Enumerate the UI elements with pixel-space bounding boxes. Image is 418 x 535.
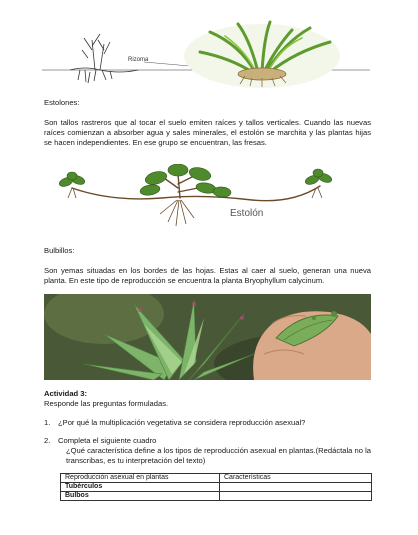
estolon-label: Estolón xyxy=(230,208,264,219)
activity-subtitle: Responde las preguntas formuladas. xyxy=(44,399,169,408)
rizoma-label: Rizoma xyxy=(128,57,149,63)
table-header-row xyxy=(61,474,372,483)
table-cell: Tubérculos xyxy=(61,483,220,492)
question-number: 1. xyxy=(44,418,51,427)
question-item-2 xyxy=(44,436,371,446)
question-text: ¿Por qué la multiplicación vegetativa se considera reproducción asexual? xyxy=(58,418,306,427)
bulbillos-paragraph: Son yemas situadas en los bordes de las hojas. Estas al caer al suelo, generan una nueva planta. En este tipo de reproducción se encuentra la planta Bryophyllum calycinum. xyxy=(44,266,371,286)
estolones-heading: Estolones: xyxy=(44,98,80,107)
question-number: 2. xyxy=(44,436,51,445)
table-instruction: ¿Qué característica define a los tipos de reproducción asexual en plantas.(Redáctala no la transcribas, es tu interpretación del texto) xyxy=(66,446,371,466)
table-row xyxy=(61,492,372,501)
estolones-paragraph: Son tallos rastreros que al tocar el suelo emiten raíces y tallos verticales. Cuando las nuevas raíces comienzan a absorber agua y sales minerales, el estolón se marchita y las plantas hijas se hacen independientes. En ese grupo se encuentran, las fresas. xyxy=(44,118,371,148)
bulbillos-heading: Bulbillos: xyxy=(44,246,75,255)
bryophyllum-photo xyxy=(44,294,371,380)
table-row xyxy=(61,483,372,492)
estolon-figure xyxy=(52,164,342,242)
table-cell-answer[interactable] xyxy=(220,492,372,501)
table-cell-answer[interactable] xyxy=(220,483,372,492)
rizoma-figure xyxy=(40,20,375,88)
table-header-cell: Reproducción asexual en plantas xyxy=(61,474,220,483)
activity-title: Actividad 3: xyxy=(44,389,88,398)
question-text: Completa el siguiente cuadro xyxy=(58,436,157,445)
table-header-cell: Características xyxy=(220,474,372,483)
reproduction-table xyxy=(60,473,372,501)
table-cell: Bulbos xyxy=(61,492,220,501)
question-item-1 xyxy=(44,418,371,428)
